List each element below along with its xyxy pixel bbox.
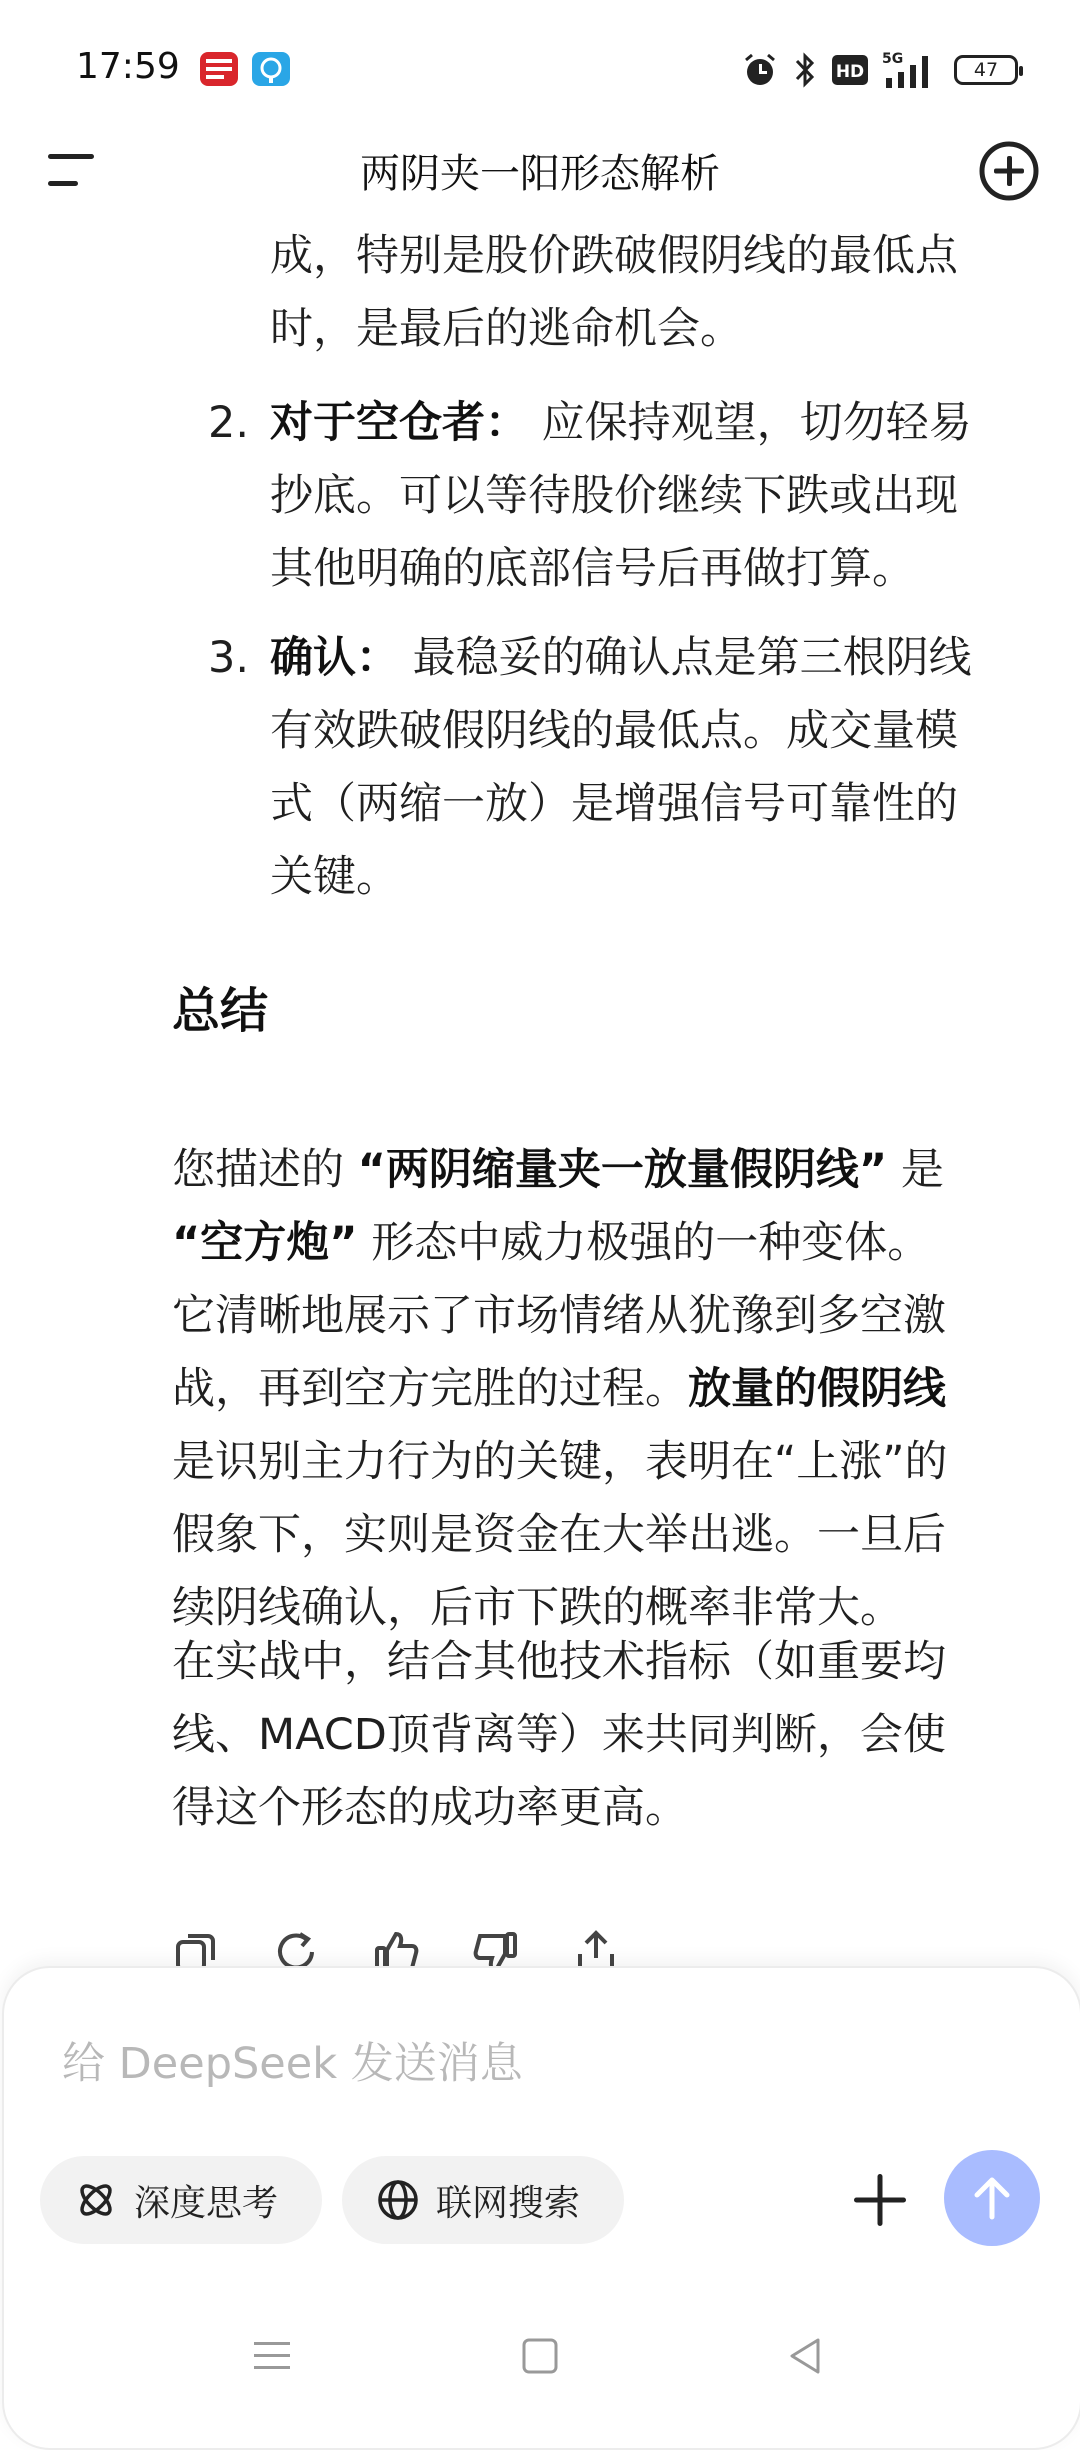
list-number: 2. xyxy=(208,398,250,448)
list-text-line: 成，特别是股价跌破假阴线的最低点 xyxy=(270,231,958,281)
bold-text-run: “两阴缩量夹一放量假阴线” xyxy=(357,1145,888,1195)
atom-icon xyxy=(74,2178,118,2222)
text-line: 续阴线确认，后市下跌的概率非常大。 xyxy=(172,1583,903,1633)
list-text-line: 有效跌破假阴线的最低点。成交量模 xyxy=(270,706,958,756)
bold-text-run: “空方炮” xyxy=(172,1218,358,1268)
message-content xyxy=(0,220,1080,1970)
list-text-line: 关键。 xyxy=(270,852,399,902)
text-line: 假象下，实则是资金在大举出逃。一旦后 xyxy=(172,1510,946,1560)
securities-app-icon xyxy=(200,52,238,86)
web-search-toggle[interactable] xyxy=(342,2156,624,2244)
text-run: 战，再到空方完胜的过程。 xyxy=(172,1364,688,1414)
list-item-label: 确认： xyxy=(270,633,399,683)
deep-think-label: 深度思考 xyxy=(134,2182,279,2224)
alarm-icon xyxy=(742,52,778,88)
message-actions xyxy=(172,1928,620,1970)
signal-5g-icon xyxy=(882,50,940,90)
home-nav-icon[interactable] xyxy=(518,2334,562,2378)
text-line: 得这个形态的成功率更高。 xyxy=(172,1783,688,1833)
list-text-line: 其他明确的底部信号后再做打算。 xyxy=(270,544,915,594)
top-app-bar xyxy=(0,120,1080,220)
text-run: 形态中威力极强的一种变体。 xyxy=(357,1218,931,1268)
thumbs-down-icon[interactable] xyxy=(472,1928,520,1970)
system-navigation-bar xyxy=(0,2300,1080,2412)
list-text-line: 抄底。可以等待股价继续下跌或出现 xyxy=(270,471,958,521)
text-line: 线、MACD顶背离等）来共同判断，会使 xyxy=(172,1710,946,1760)
list-item-label: 对于空仓者： xyxy=(270,398,528,448)
battery-icon xyxy=(954,55,1018,85)
deep-think-toggle[interactable] xyxy=(40,2156,322,2244)
summary-paragraph xyxy=(172,1134,948,1645)
globe-icon xyxy=(376,2178,420,2222)
list-text-line: 应保持观望，切勿轻易 xyxy=(528,398,972,448)
svg-text:5G: 5G xyxy=(882,51,904,67)
new-chat-icon[interactable] xyxy=(978,140,1040,202)
bold-text-run: 放量的假阴线 xyxy=(688,1364,946,1414)
text-line: 它清晰地展示了市场情绪从犹豫到多空激 xyxy=(172,1291,946,1341)
list-item-3 xyxy=(270,622,972,914)
summary-heading: 总结 xyxy=(172,983,269,1039)
plus-icon[interactable] xyxy=(850,2170,910,2230)
regenerate-icon[interactable] xyxy=(272,1928,320,1970)
text-run: 是 xyxy=(887,1145,944,1195)
arrow-up-icon xyxy=(967,2173,1017,2223)
text-line: 在实战中，结合其他技术指标（如重要均 xyxy=(172,1637,946,1687)
share-icon[interactable] xyxy=(572,1928,620,1970)
list-item-2 xyxy=(270,387,972,606)
practice-paragraph xyxy=(172,1626,946,1845)
text-run: 您描述的 xyxy=(172,1145,358,1195)
message-input[interactable]: 给 DeepSeek 发送消息 xyxy=(62,2039,523,2089)
bluetooth-icon xyxy=(792,51,818,89)
conversation-title: 两阴夹一阳形态解析 xyxy=(360,151,720,197)
svg-text:HD: HD xyxy=(835,62,865,82)
send-button[interactable] xyxy=(944,2150,1040,2246)
thumbs-up-icon[interactable] xyxy=(372,1928,420,1970)
list-item-1-tail xyxy=(270,220,958,366)
hd-icon xyxy=(832,55,868,85)
copy-icon[interactable] xyxy=(172,1928,220,1970)
back-nav-icon[interactable] xyxy=(784,2334,828,2378)
list-text-line: 最稳妥的确认点是第三根阴线 xyxy=(399,633,972,683)
status-bar xyxy=(0,0,1080,140)
status-icons xyxy=(742,48,1018,92)
list-text-line: 式（两缩一放）是增强信号可靠性的 xyxy=(270,779,958,829)
recents-nav-icon[interactable] xyxy=(250,2334,294,2378)
text-line: 是识别主力行为的关键，表明在“上涨”的 xyxy=(172,1437,948,1487)
status-time: 17:59 xyxy=(76,46,180,87)
battery-level: 47 xyxy=(973,59,999,81)
list-text-line: 时，是最后的逃命机会。 xyxy=(270,304,743,354)
web-search-label: 联网搜索 xyxy=(436,2182,581,2224)
list-number: 3. xyxy=(208,633,250,683)
notification-app-icon xyxy=(252,52,290,86)
